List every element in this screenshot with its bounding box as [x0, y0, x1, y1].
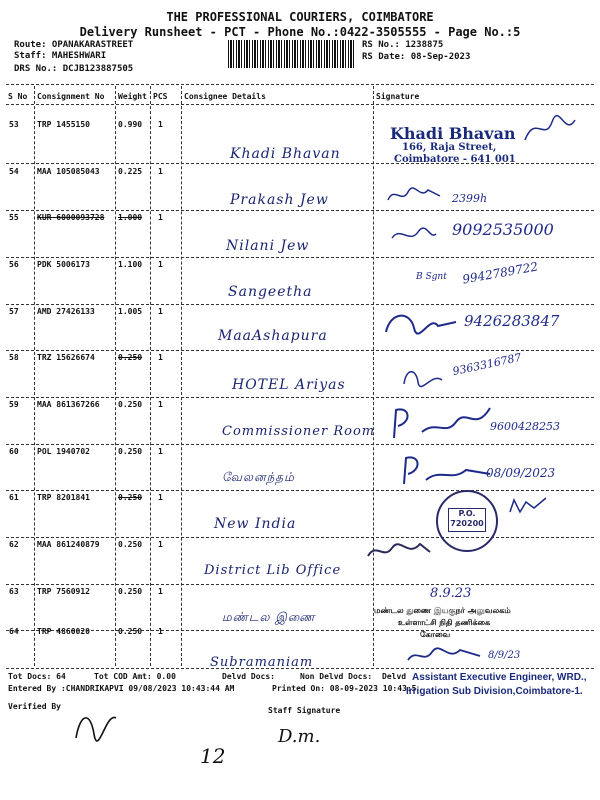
row-rule: [6, 257, 594, 258]
row-sno: 60: [9, 447, 19, 456]
signature-scribble: [70, 704, 120, 744]
col-sno: S No: [8, 92, 28, 101]
row-consignment: TRZ 15626674: [37, 353, 95, 362]
rs-date: RS Date: 08-Sep-2023: [362, 52, 471, 62]
col-divider: [34, 86, 35, 666]
row-pcs: 1: [158, 307, 163, 316]
row-sno: 53: [9, 120, 19, 129]
office-stamp-line2: உள்ளாட்சி நிதி தணிக்கை: [398, 618, 491, 627]
row-sno: 57: [9, 307, 19, 316]
total-docs: Tot Docs: 64: [8, 672, 66, 681]
col-consignment: Consignment No: [37, 92, 105, 101]
row-weight: 0.250: [118, 540, 143, 549]
staff-signature-label: Staff Signature: [268, 706, 341, 715]
row-consignee: Subramaniam: [210, 655, 314, 670]
rs-number: RS No.: 1238875: [362, 40, 444, 50]
row-consignee: New India: [214, 516, 297, 532]
signature-phone: 9600428253: [490, 420, 560, 433]
row-consignment: TRP 1455150: [37, 120, 90, 129]
printed-on: Printed On: 08-09-2023 10:43:5: [272, 684, 417, 693]
row-consignee: Prakash Jew: [230, 192, 329, 208]
signature-mark: B Sgnt: [416, 272, 447, 282]
row-consignee: மண்டல இணை: [222, 610, 316, 624]
staff-signature: D.m.: [278, 726, 321, 747]
row-consignment: MAA 861367266: [37, 400, 100, 409]
row-consignee: Commissioner Room: [222, 424, 376, 439]
signature-phone: 9942789722: [461, 259, 539, 287]
signature-phone: 9363316787: [451, 350, 523, 379]
signature-scribble: [396, 452, 496, 488]
row-consignment: POL 1940702: [37, 447, 90, 456]
row-consignee: Khadi Bhavan: [230, 146, 341, 162]
verified-by-label: Verified By: [8, 702, 61, 711]
signature-scribble: [380, 308, 460, 340]
row-weight: 0.990: [118, 120, 143, 129]
row-pcs: 1: [158, 493, 163, 502]
row-consignee: District Lib Office: [204, 563, 342, 578]
row-pcs: 1: [158, 213, 163, 222]
row-weight: 0.250: [118, 587, 143, 596]
row-weight: 1.100: [118, 260, 143, 269]
row-consignee: வேலனந்தம்: [222, 470, 295, 484]
col-signature: Signature: [376, 92, 420, 101]
row-weight: 0.250: [118, 353, 143, 362]
signature-scribble: [388, 224, 438, 248]
delivered-docs: Delvd Docs:: [222, 672, 275, 681]
signature-phone: 9092535000: [452, 220, 554, 239]
khadi-stamp-city: Coimbatore - 641 001: [394, 154, 516, 165]
row-sno: 55: [9, 213, 19, 222]
khadi-stamp-title: Khadi Bhavan: [390, 124, 516, 143]
col-divider: [115, 86, 116, 666]
row-weight: 1.005: [118, 307, 143, 316]
row-rule: [6, 304, 594, 305]
row-consignee: Nilani Jew: [226, 238, 310, 254]
col-divider: [150, 86, 151, 666]
row-weight: 0.250: [118, 447, 143, 456]
header-rule-bottom: [6, 104, 594, 105]
row-consignment: AMD 27426133: [37, 307, 95, 316]
col-consignee: Consignee Details: [184, 92, 266, 101]
row-rule: [6, 397, 594, 398]
row-pcs: 1: [158, 167, 163, 176]
row-rule: [6, 584, 594, 585]
signature-phone: 9426283847: [464, 312, 560, 330]
office-stamp-line3: கோவை: [420, 630, 451, 639]
report-title: THE PROFESSIONAL COURIERS, COIMBATORE: [166, 10, 434, 24]
signature-scribble: [520, 112, 580, 146]
row-rule: [6, 630, 594, 631]
row-weight: 0.250: [118, 627, 143, 636]
row-consignment: MAA 105085043: [37, 167, 100, 176]
row-consignment: TRP 7560912: [37, 587, 90, 596]
row-rule: [6, 490, 594, 491]
signature-phone: 2399h: [452, 192, 488, 205]
signature-scribble: [386, 402, 496, 442]
engineer-stamp-line1: Assistant Executive Engineer, WRD.,: [412, 672, 587, 683]
signature-scribble: [398, 364, 448, 392]
row-weight: 0.250: [118, 493, 143, 502]
row-consignment: PDK 5006173: [37, 260, 90, 269]
delivered-docs-2: Delvd: [382, 672, 407, 681]
row-rule: [6, 210, 594, 211]
row-rule: [6, 350, 594, 351]
row-pcs: 1: [158, 400, 163, 409]
col-weight: Weight: [118, 92, 147, 101]
report-subtitle: Delivery Runsheet - PCT - Phone No.:0422-3505555 - Page No.:5: [79, 25, 521, 39]
row-rule: [6, 668, 594, 669]
row-consignment: TRP 4860020: [37, 627, 90, 636]
route-label: Route: OPANAKARASTREET: [14, 40, 134, 50]
row-pcs: 1: [158, 587, 163, 596]
signature-scribble: [506, 494, 556, 520]
row-pcs: 1: [158, 447, 163, 456]
col-pcs: PCS: [153, 92, 168, 101]
row-consignment: KUR 6000093728: [37, 213, 105, 222]
header-rule-top: [6, 84, 594, 85]
non-delivered-docs: Non Delvd Docs:: [300, 672, 373, 681]
total-cod: Tot COD Amt: 0.00: [94, 672, 176, 681]
row-sno: 54: [9, 167, 19, 176]
seal-pin: 720200: [450, 519, 484, 528]
row-rule: [6, 444, 594, 445]
row-weight: 0.250: [118, 400, 143, 409]
engineer-stamp-line2: Irrigation Sub Division,Coimbatore-1.: [406, 686, 583, 697]
staff-label: Staff: MAHESHWARI: [14, 51, 107, 61]
row-pcs: 1: [158, 627, 163, 636]
signature-scribble: [404, 644, 484, 668]
office-stamp-line1: மண்டல துணை இயகுநர் அலுவலகம்: [374, 606, 511, 615]
barcode: [228, 40, 356, 68]
row-sno: 62: [9, 540, 19, 549]
row-consignee: HOTEL Ariyas: [232, 377, 346, 393]
signature-date: 08/09/2023: [486, 466, 556, 480]
signature-date: 8.9.23: [430, 586, 472, 601]
row-pcs: 1: [158, 260, 163, 269]
entered-by: Entered By :CHANDRIKAPVI 09/08/2023 10:43:44 AM: [8, 684, 235, 693]
signature-scribble: [364, 536, 434, 566]
row-consignment: TRP 8201841: [37, 493, 90, 502]
row-pcs: 1: [158, 120, 163, 129]
row-rule: [6, 537, 594, 538]
row-pcs: 1: [158, 540, 163, 549]
row-consignee: MaaAshapura: [218, 328, 328, 344]
seal-label: P.O.: [458, 509, 476, 518]
row-consignment: MAA 861240879: [37, 540, 100, 549]
row-sno: 59: [9, 400, 19, 409]
row-weight: 1.000: [118, 213, 143, 222]
row-pcs: 1: [158, 353, 163, 362]
postal-seal: [436, 490, 498, 552]
row-sno: 63: [9, 587, 19, 596]
row-sno: 61: [9, 493, 19, 502]
row-sno: 64: [9, 627, 19, 636]
signature-date: 8/9/23: [488, 650, 521, 661]
row-weight: 0.225: [118, 167, 143, 176]
row-sno: 56: [9, 260, 19, 269]
col-divider: [181, 86, 182, 666]
col-divider: [373, 86, 374, 666]
signature-scribble: [384, 182, 444, 208]
drs-number: DRS No.: DCJB123887505: [14, 64, 134, 74]
khadi-stamp-address: 166, Raja Street,: [402, 142, 497, 153]
row-consignee: Sangeetha: [228, 284, 313, 300]
page-number-handwritten: 12: [200, 744, 226, 768]
row-sno: 58: [9, 353, 19, 362]
